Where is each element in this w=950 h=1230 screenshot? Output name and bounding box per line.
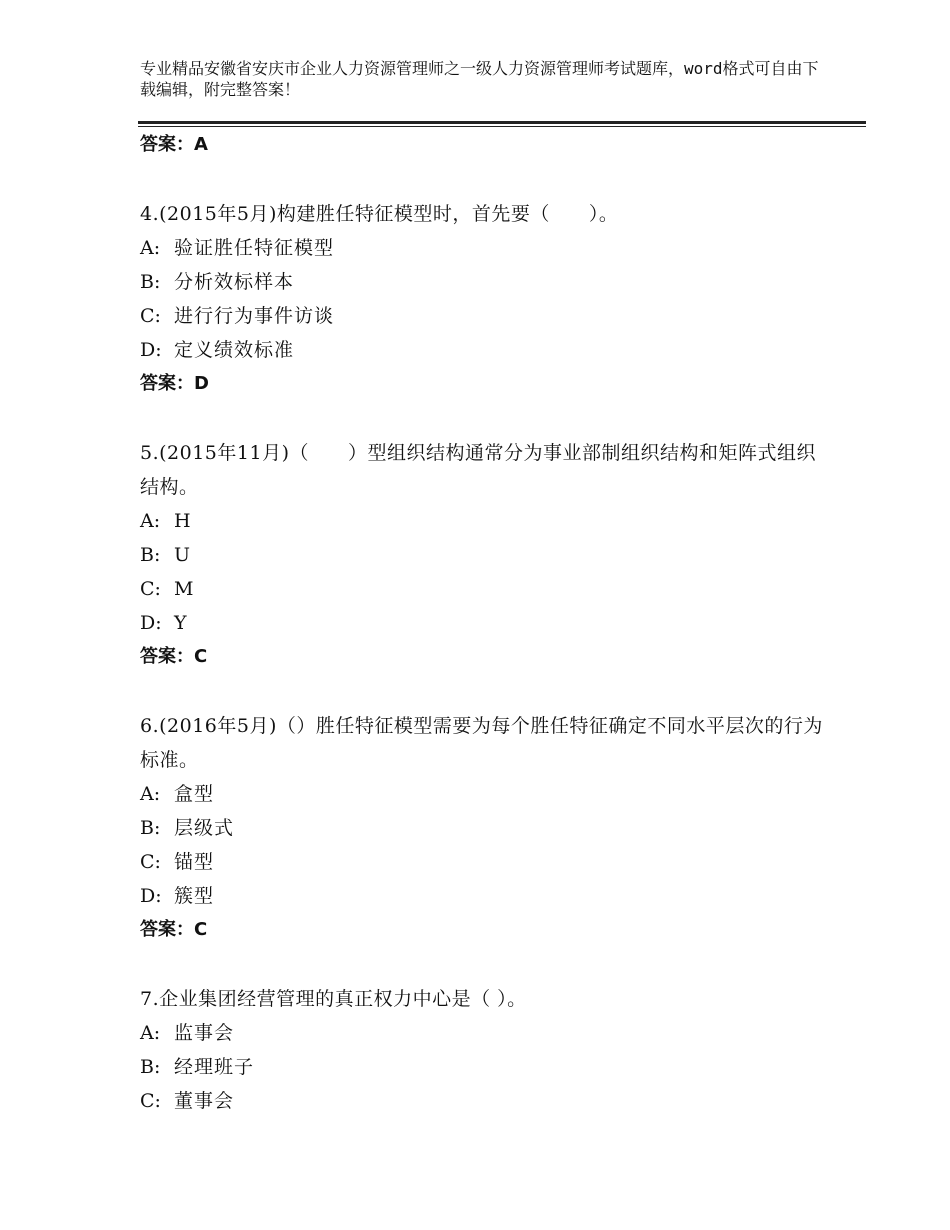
header-divider-thin <box>138 126 866 127</box>
question-item <box>140 982 830 1118</box>
option-d <box>140 879 830 913</box>
question-item <box>140 709 830 947</box>
option-key: A: <box>140 510 161 532</box>
option-a <box>140 777 830 811</box>
question-item <box>140 197 830 401</box>
option-d <box>140 606 830 640</box>
option-b <box>140 265 830 299</box>
option-text: Y <box>174 612 188 634</box>
option-b <box>140 811 830 845</box>
option-text: 锚型 <box>174 851 215 873</box>
option-text: 分析效标样本 <box>174 271 295 293</box>
option-key: D: <box>140 612 162 634</box>
option-c <box>140 1084 830 1118</box>
option-c <box>140 572 830 606</box>
option-text: 盒型 <box>174 783 215 805</box>
option-key: B: <box>140 1056 161 1078</box>
option-key: D: <box>140 339 162 361</box>
option-key: A: <box>140 783 161 805</box>
option-text: H <box>174 510 192 532</box>
option-key: B: <box>140 544 161 566</box>
option-text: 定义绩效标准 <box>174 339 295 361</box>
option-key: A: <box>140 1022 161 1044</box>
option-key: D: <box>140 885 162 907</box>
option-a <box>140 231 830 265</box>
page-header-title: 专业精品安徽省安庆市企业人力资源管理师之一级人力资源管理师考试题库，word格式可自由下载编辑，附完整答案！ <box>140 59 819 99</box>
question-text: 6.(2016年5月)（）胜任特征模型需要为每个胜任特征确定不同水平层次的行为标准。 <box>140 715 823 771</box>
option-key: C: <box>140 578 161 600</box>
option-text: U <box>174 544 192 566</box>
question-text: 4.(2015年5月)构建胜任特征模型时，首先要（ ）。 <box>140 203 619 225</box>
answer-label: 答案：A <box>140 134 208 155</box>
option-c <box>140 845 830 879</box>
option-text: 进行行为事件访谈 <box>174 305 335 327</box>
option-a <box>140 504 830 538</box>
option-text: 经理班子 <box>174 1056 255 1078</box>
answer-label: 答案：C <box>140 919 208 940</box>
question-text: 5.(2015年11月)（ ）型组织结构通常分为事业部制组织结构和矩阵式组织结构。 <box>140 442 816 498</box>
option-b <box>140 538 830 572</box>
question-text: 7.企业集团经营管理的真正权力中心是（ ）。 <box>140 988 527 1010</box>
option-key: A: <box>140 237 161 259</box>
question-list <box>140 128 830 1118</box>
option-text: 监事会 <box>174 1022 235 1044</box>
option-key: C: <box>140 305 161 327</box>
answer-label: 答案：D <box>140 373 209 394</box>
option-d <box>140 333 830 367</box>
option-text: M <box>174 578 195 600</box>
option-c <box>140 299 830 333</box>
option-text: 层级式 <box>174 817 235 839</box>
option-key: B: <box>140 817 161 839</box>
header-divider-thick <box>138 121 866 124</box>
option-b <box>140 1050 830 1084</box>
option-key: C: <box>140 1090 161 1112</box>
answer-label: 答案：C <box>140 646 208 667</box>
option-a <box>140 1016 830 1050</box>
option-key: B: <box>140 271 161 293</box>
option-key: C: <box>140 851 161 873</box>
question-item <box>140 436 830 674</box>
option-text: 验证胜任特征模型 <box>174 237 335 259</box>
option-text: 簇型 <box>174 885 215 907</box>
option-text: 董事会 <box>174 1090 235 1112</box>
